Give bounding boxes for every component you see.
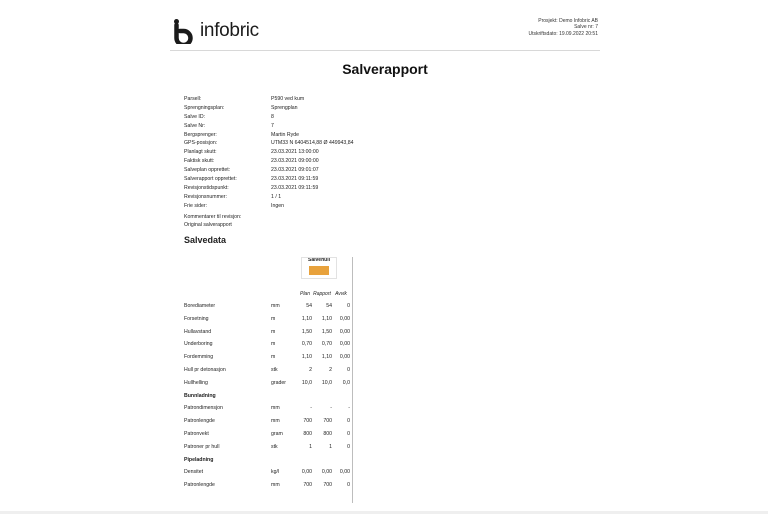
field-value: Sprengplan bbox=[271, 104, 298, 111]
field-key: Parsell: bbox=[184, 96, 202, 102]
field-value: Ingen bbox=[271, 202, 284, 209]
cell-avvik: 0 bbox=[347, 430, 350, 437]
table-row bbox=[184, 326, 356, 339]
field-row bbox=[184, 131, 353, 140]
field-key: Planlagt skutt: bbox=[184, 149, 217, 156]
cell-unit: stk bbox=[271, 366, 278, 373]
col-avvik: Avvik bbox=[335, 291, 347, 297]
field-key: Revisjonsnummer: bbox=[184, 193, 227, 200]
cell-rapport: 10,0 bbox=[321, 379, 332, 386]
cell-label: Patronlengde bbox=[184, 418, 215, 425]
cell-plan: 1,10 bbox=[301, 354, 312, 361]
field-key: Faktisk skutt: bbox=[184, 158, 215, 165]
field-key: Salveplan opprettet: bbox=[184, 167, 231, 174]
cell-label: Fordemming bbox=[184, 354, 214, 361]
field-row bbox=[184, 113, 353, 122]
table-row bbox=[184, 441, 356, 454]
field-value: 23.03.2021 09:11:59 bbox=[271, 184, 319, 191]
table-row bbox=[184, 338, 356, 351]
cell-rapport: 800 bbox=[323, 430, 332, 437]
cell-avvik: 0,00 bbox=[339, 354, 350, 361]
cell-rapport: 54 bbox=[326, 303, 332, 309]
cell-unit: m bbox=[271, 315, 276, 322]
legend-label: Salvehull bbox=[308, 257, 330, 263]
cell-label: Underboring bbox=[184, 341, 213, 348]
field-row bbox=[184, 202, 353, 211]
cell-plan: 1,10 bbox=[301, 315, 312, 322]
cell-unit: m bbox=[271, 354, 276, 361]
table-row bbox=[184, 466, 356, 479]
cell-plan: 0,70 bbox=[301, 341, 312, 348]
cell-label: Hullhelling bbox=[184, 379, 208, 386]
field-value: 7 bbox=[271, 122, 274, 129]
cell-label: Patroner pr hull bbox=[184, 443, 220, 450]
field-value: P590 ved kum bbox=[271, 96, 305, 102]
comment-label: Kommentarer til revisjon: bbox=[184, 214, 242, 220]
cell-unit: kg/l bbox=[271, 469, 280, 476]
report-fields bbox=[184, 95, 353, 211]
cell-avvik: 0,0 bbox=[342, 379, 350, 386]
report-title: Salverapport bbox=[342, 61, 428, 77]
cell-label: Forsetning bbox=[184, 315, 209, 322]
table-row bbox=[184, 300, 356, 313]
cell-plan: 54 bbox=[306, 303, 312, 309]
table-section-row bbox=[184, 390, 356, 403]
cell-unit: gram bbox=[271, 430, 283, 437]
field-value: 23.03.2021 09:01:07 bbox=[271, 167, 319, 174]
col-rapport: Rapport bbox=[313, 291, 331, 297]
field-row bbox=[184, 139, 353, 148]
cell-label: Pipeladning bbox=[184, 456, 214, 463]
cell-avvik: 0 bbox=[347, 303, 350, 309]
field-value: 23.03.2021 09:11:59 bbox=[271, 176, 319, 183]
table-row bbox=[184, 351, 356, 364]
cell-plan: 700 bbox=[303, 482, 312, 489]
cell-plan: - bbox=[310, 405, 312, 412]
cell-rapport: 0,00 bbox=[321, 469, 332, 476]
cell-rapport: 1,10 bbox=[321, 354, 332, 361]
cell-avvik: 0,00 bbox=[339, 315, 350, 322]
field-row bbox=[184, 95, 353, 104]
cell-label: Bunnladning bbox=[184, 392, 216, 399]
table-row bbox=[184, 428, 356, 441]
field-row bbox=[184, 148, 353, 157]
salvehull-legend bbox=[301, 257, 337, 279]
cell-plan: 700 bbox=[303, 418, 312, 425]
cell-unit: m bbox=[271, 341, 276, 348]
comment-text: Original salverapport bbox=[184, 221, 232, 228]
cell-avvik: 0 bbox=[347, 418, 350, 425]
col-plan: Plan bbox=[299, 291, 310, 297]
cell-plan: 0,00 bbox=[301, 469, 312, 476]
logo-text: infobric bbox=[200, 20, 259, 41]
field-value: 1 / 1 bbox=[271, 193, 282, 200]
cell-rapport: 700 bbox=[323, 482, 332, 489]
cell-avvik: 0 bbox=[347, 366, 350, 373]
table-section-row bbox=[184, 454, 356, 467]
cell-plan: 2 bbox=[309, 366, 312, 373]
field-row bbox=[184, 104, 353, 113]
field-key: GPS-posisjon: bbox=[184, 140, 218, 147]
field-value: 23.03.2021 13:00:00 bbox=[271, 149, 319, 156]
field-row bbox=[184, 122, 353, 131]
cell-avvik: 0,00 bbox=[339, 469, 350, 476]
cell-rapport: 0,70 bbox=[321, 341, 332, 348]
field-row bbox=[184, 166, 353, 175]
cell-rapport: 1,50 bbox=[321, 328, 332, 335]
cell-avvik: 0,00 bbox=[339, 341, 350, 348]
cell-label: Patrondimensjon bbox=[184, 405, 223, 412]
table-row bbox=[184, 415, 356, 428]
field-key: Sprengningsplan: bbox=[184, 104, 225, 111]
cell-plan: 800 bbox=[303, 430, 312, 437]
cell-plan: 1 bbox=[309, 443, 312, 450]
salvedata-title: Salvedata bbox=[184, 235, 227, 245]
report-page bbox=[170, 14, 600, 504]
cell-rapport: - bbox=[330, 405, 332, 412]
cell-unit: mm bbox=[271, 418, 280, 425]
cell-label: Patronvekt bbox=[184, 430, 209, 437]
cell-unit: m bbox=[271, 328, 276, 335]
cell-unit: stk bbox=[271, 443, 278, 450]
field-row bbox=[184, 175, 353, 184]
field-key: Frie sider: bbox=[184, 202, 208, 209]
cell-unit: mm bbox=[271, 482, 280, 489]
table-row bbox=[184, 377, 356, 390]
report-meta bbox=[529, 18, 599, 37]
field-key: Revisjonstidspunkt: bbox=[184, 184, 229, 191]
print-date: Utskriftsdato: 19.09.2022 20:51 bbox=[528, 30, 598, 37]
cell-rapport: 2 bbox=[329, 366, 332, 373]
field-key: Bergsprenger: bbox=[184, 131, 217, 138]
cell-rapport: 700 bbox=[323, 418, 332, 425]
table-row bbox=[184, 402, 356, 415]
field-row bbox=[184, 184, 353, 193]
table-row bbox=[184, 313, 356, 326]
cell-unit: grader bbox=[271, 379, 286, 386]
table-row bbox=[184, 479, 356, 492]
cell-label: Patronlengde bbox=[184, 482, 215, 489]
cell-avvik: 0 bbox=[347, 482, 350, 489]
cell-unit: mm bbox=[271, 303, 280, 309]
field-row bbox=[184, 193, 353, 202]
cell-rapport: 1 bbox=[329, 443, 332, 450]
salvedata-table bbox=[184, 300, 356, 492]
header-divider bbox=[170, 50, 600, 51]
field-value: Martin Ryde bbox=[271, 131, 299, 138]
cell-avvik: - bbox=[348, 405, 350, 412]
cell-avvik: 0,00 bbox=[339, 328, 350, 335]
field-row bbox=[184, 157, 353, 166]
cell-label: Borediameter bbox=[184, 303, 216, 309]
table-row bbox=[184, 364, 356, 377]
legend-swatch bbox=[309, 266, 329, 275]
field-key: Salve Nr: bbox=[184, 122, 206, 129]
cell-label: Hullavstand bbox=[184, 328, 212, 335]
salve-number: Salve nr: 7 bbox=[574, 24, 598, 31]
revision-comment bbox=[184, 214, 241, 229]
cell-rapport: 1,10 bbox=[321, 315, 332, 322]
cell-plan: 10,0 bbox=[301, 379, 312, 386]
field-value: UTM33 N 6404514,88 Ø 449943,84 bbox=[271, 140, 354, 147]
cell-label: Hull pr detonasjon bbox=[184, 366, 226, 373]
column-headers bbox=[298, 291, 350, 297]
field-key: Salve ID: bbox=[184, 113, 206, 120]
project-name: Prosjekt: Demo Infobric AB bbox=[538, 18, 598, 24]
field-value: 8 bbox=[271, 113, 274, 120]
cell-label: Densitet bbox=[184, 469, 204, 476]
field-value: 23.03.2021 09:00:00 bbox=[271, 158, 319, 165]
cell-avvik: 0 bbox=[347, 443, 350, 450]
cell-unit: mm bbox=[271, 405, 280, 412]
cell-plan: 1,50 bbox=[301, 328, 312, 335]
field-key: Salverapport opprettet: bbox=[184, 176, 237, 183]
infobric-logo-icon bbox=[172, 18, 196, 44]
